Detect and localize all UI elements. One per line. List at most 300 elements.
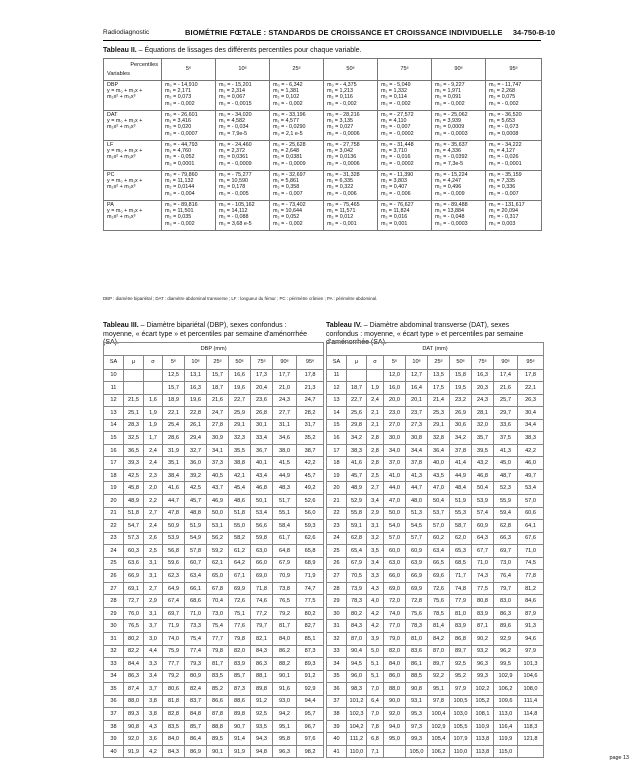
table-cell: 107,9 [450, 733, 472, 746]
table-cell: 59,2 [207, 545, 229, 558]
table2-footnote: DBP : diamètre bipariétal ; DAT : diamètre abdominal transverse ; LF : longueur du fémur ; PC : périmètre crânien ; PA : périmètre abdominal. [103, 296, 378, 301]
table2-coefficient-cell [270, 111, 324, 141]
coefficient-line: m₁ = 2,372 [219, 148, 245, 155]
table2-title-number: Tableau II. [103, 47, 137, 54]
table-cell: 95,1 [428, 683, 450, 696]
dbp-caption: DBP (mm) [104, 343, 324, 356]
table-cell: 106,2 [428, 745, 450, 758]
table-cell: 13,1 [185, 369, 207, 382]
table-cell: 67,6 [518, 532, 544, 545]
coefficient-line: m₂ = 0,0381 [273, 154, 303, 161]
table-cell: 88,8 [207, 720, 229, 733]
coefficient-line: m₁ = 1,381 [273, 88, 299, 95]
table-cell: 47,0 [384, 494, 406, 507]
table-cell: 73,8 [273, 582, 297, 595]
table2-body [104, 81, 542, 231]
coefficient-line: m₃ = - 0,0009 [273, 160, 306, 167]
table3-title-number: Tableau III. [103, 322, 139, 329]
table-cell: 17 [104, 457, 124, 470]
table-row [104, 695, 324, 708]
table-cell: 41,4 [450, 457, 472, 470]
coefficient-line: m₁ = 2,314 [219, 88, 245, 95]
table2-coefficient-cell [378, 111, 432, 141]
table-cell: 116,4 [494, 720, 518, 733]
table2-percentile-header: 5ᵉ [162, 59, 216, 81]
table-cell: 32,7 [185, 444, 207, 457]
table2-coefficient-cell [216, 201, 270, 231]
table-cell: 119,9 [494, 733, 518, 746]
table-cell: 69,9 [406, 582, 428, 595]
table-cell: 24,7 [297, 394, 324, 407]
table-cell: 82,2 [124, 645, 144, 658]
table-cell: 77,4 [185, 645, 207, 658]
table-cell: 67,9 [273, 557, 297, 570]
table2-percentile-header: 95ᵉ [486, 59, 542, 81]
table-cell: 10 [104, 369, 124, 382]
coefficient-line: m₁ = 4,577 [273, 118, 299, 125]
coefficient-line: m₀ = - 25,628 [273, 142, 306, 148]
table-cell: 32 [327, 632, 347, 645]
table-cell: 38,4 [163, 469, 185, 482]
table-cell: 62,0 [450, 532, 472, 545]
coefficient-line: m₀ = - 34,222 [489, 142, 522, 148]
coefficient-line: m₃ = - 0,0002 [381, 160, 414, 167]
table-cell: 46,8 [472, 469, 494, 482]
dat-column-header: 90ᵉ [494, 356, 518, 370]
table-cell: 79,0 [384, 632, 406, 645]
table-cell: 32,5 [124, 432, 144, 445]
table-cell: 48,9 [124, 494, 144, 507]
table-cell: 33,6 [494, 419, 518, 432]
coefficient-line: m₂ = 0,336 [489, 184, 516, 191]
table-cell: 90,1 [273, 670, 297, 683]
table-cell: 35,1 [163, 457, 185, 470]
table-cell: 13,5 [428, 369, 450, 382]
table-cell: 2,7 [367, 482, 384, 495]
table-row [104, 620, 324, 633]
table-cell: 84,3 [163, 745, 185, 758]
table-cell: 83,5 [163, 720, 185, 733]
table-cell: 51,3 [406, 507, 428, 520]
table-cell: 86,1 [406, 658, 428, 671]
coefficient-line: m₃ = - 0,002 [165, 220, 195, 227]
dat-column-header: 50ᵉ [450, 356, 472, 370]
table-cell: 82,4 [185, 683, 207, 696]
table-row [104, 607, 324, 620]
table2-coefficient-cell [216, 171, 270, 201]
table-row [104, 444, 324, 457]
table-cell: 110,9 [472, 720, 494, 733]
table-cell [124, 382, 144, 395]
table-cell: 114,8 [518, 708, 544, 721]
table-cell: 64,2 [229, 557, 251, 570]
table-row [104, 494, 324, 507]
variable-label-line: m₂x² + m₃x³ [107, 124, 136, 131]
variable-label-line: y = m₀ + m₁x + [107, 148, 143, 155]
table-cell: 50,1 [251, 494, 273, 507]
table-cell: 73,0 [494, 557, 518, 570]
table-cell: 84,0 [163, 733, 185, 746]
table-cell: 90,8 [124, 720, 144, 733]
table-cell: 59,3 [297, 520, 324, 533]
table-cell: 68,6 [185, 595, 207, 608]
coefficient-line: m₂ = 0,0136 [327, 154, 357, 161]
table-cell: 75,4 [207, 620, 229, 633]
table-cell: 93,0 [273, 695, 297, 708]
table-cell: 88,0 [384, 683, 406, 696]
table-cell: 72,7 [124, 595, 144, 608]
table-row [327, 432, 544, 445]
dat-column-header: SA [327, 356, 347, 370]
table-cell [518, 745, 544, 758]
table-cell: 4,4 [144, 645, 163, 658]
table-cell: 77,7 [207, 632, 229, 645]
table-cell: 23,7 [406, 407, 428, 420]
table2-coefficient-cell [270, 201, 324, 231]
table-cell: 31 [104, 632, 124, 645]
coefficient-line: m₃ = - 0,009 [435, 190, 465, 197]
table-row [327, 482, 544, 495]
table-row [104, 582, 324, 595]
table-cell: 18,9 [163, 394, 185, 407]
table-cell: 50,9 [163, 520, 185, 533]
table-cell: 74,0 [384, 607, 406, 620]
coefficient-line: m₂ = 0,067 [219, 94, 246, 101]
coefficient-line: m₂ = - 0,026 [489, 154, 519, 161]
dbp-column-header-row [104, 356, 324, 370]
table-cell: 79,3 [185, 658, 207, 671]
table-cell: 20,0 [384, 394, 406, 407]
table-row [327, 645, 544, 658]
table-cell: 21,6 [494, 382, 518, 395]
table-cell: 90,2 [472, 632, 494, 645]
variable-label-line: m₂x² + m₃x³ [107, 184, 136, 191]
table-cell: 3,0 [144, 632, 163, 645]
table-cell: 34,6 [273, 432, 297, 445]
table-cell: 89,8 [229, 708, 251, 721]
table-cell: 62,6 [297, 532, 324, 545]
table2-corner-cell [104, 59, 162, 81]
table-cell: 105,4 [428, 733, 450, 746]
table-cell: 30,1 [251, 419, 273, 432]
table-cell: 42,5 [185, 482, 207, 495]
coefficient-line: m₃ = - 0,001 [327, 220, 357, 227]
coefficient-line: m₀ = - 76,627 [381, 202, 414, 208]
table-cell: 11 [327, 369, 347, 382]
table-cell: 34 [104, 670, 124, 683]
table-cell: 14 [327, 407, 347, 420]
table-cell: 50,4 [428, 494, 450, 507]
table-cell: 75,4 [185, 632, 207, 645]
dat-column-header: μ [347, 356, 367, 370]
table-cell: 65,3 [450, 545, 472, 558]
table-cell: 71,9 [163, 620, 185, 633]
table-cell: 83,0 [494, 595, 518, 608]
table-row [327, 382, 544, 395]
table-cell: 22,8 [185, 407, 207, 420]
table-cell: 74,6 [251, 595, 273, 608]
table-row [327, 394, 544, 407]
variable-label-line: DAT [107, 112, 118, 118]
table-cell: 90,8 [406, 683, 428, 696]
table-cell: 84,3 [251, 645, 273, 658]
table-cell: 79,8 [229, 632, 251, 645]
table-cell: 86,3 [494, 607, 518, 620]
table-cell: 2,6 [144, 532, 163, 545]
table-cell: 2,8 [367, 432, 384, 445]
dat-column-header-row [327, 356, 544, 370]
table-cell: 66,0 [384, 570, 406, 583]
table-cell: 66,9 [406, 570, 428, 583]
dbp-caption-row [104, 343, 324, 356]
table-cell: 57,0 [428, 520, 450, 533]
coefficient-line: m₁ = 2,648 [273, 148, 299, 155]
table-cell: 97,6 [297, 733, 324, 746]
table-cell: 76,5 [124, 620, 144, 633]
coefficient-line: m₁ = 2,171 [165, 88, 191, 95]
table-cell: 69,1 [124, 582, 144, 595]
table-cell: 104,2 [347, 720, 367, 733]
table-row [104, 683, 324, 696]
table-cell: 48,0 [406, 494, 428, 507]
table-cell: 100,5 [450, 695, 472, 708]
table-row [327, 407, 544, 420]
coefficient-line: m₀ = - 75,277 [219, 172, 252, 178]
table-cell: 82,0 [384, 645, 406, 658]
table-cell: 81,8 [163, 695, 185, 708]
table-cell: 94,5 [347, 658, 367, 671]
table2-coefficient-cell [486, 111, 542, 141]
table-cell: 81,0 [406, 632, 428, 645]
coefficient-line: m₀ = - 32,697 [273, 172, 306, 178]
table-cell: 7,0 [367, 683, 384, 696]
table-cell: 2,9 [144, 595, 163, 608]
table-cell: 73,0 [207, 607, 229, 620]
table-cell: 39,5 [472, 444, 494, 457]
table-cell: 46,9 [207, 494, 229, 507]
table-cell: 31 [327, 620, 347, 633]
coefficient-line: m₁ = 5,861 [273, 178, 299, 185]
coefficient-line: m₃ = 7,9e-5 [219, 130, 248, 137]
table-cell: 95,7 [297, 708, 324, 721]
coefficient-line: m₁ = 4,760 [165, 148, 191, 155]
table-cell: 32 [104, 645, 124, 658]
table-cell: 75,6 [428, 595, 450, 608]
table-cell: 67,4 [163, 595, 185, 608]
table-cell: 69,9 [229, 582, 251, 595]
table-cell: 76,0 [124, 607, 144, 620]
table-cell: 108,0 [518, 683, 544, 696]
coefficient-line: m₃ = - 0,0009 [219, 160, 252, 167]
coefficient-line: m₂ = - 0,016 [381, 154, 411, 161]
table-cell: 27,3 [406, 419, 428, 432]
table-cell: 76,4 [494, 570, 518, 583]
table-cell: 43,5 [428, 469, 450, 482]
coefficient-line: m₁ = 4,247 [435, 178, 461, 185]
dbp-column-header: 5ᵉ [163, 356, 185, 370]
table-cell: 25,1 [124, 407, 144, 420]
coefficient-line: m₂ = - 0,048 [435, 214, 465, 221]
table-cell: 2,4 [144, 520, 163, 533]
table-cell: 4,2 [367, 607, 384, 620]
table-cell: 25 [104, 557, 124, 570]
coefficient-line: m₁ = 10,644 [273, 208, 302, 215]
table-cell: 23 [327, 520, 347, 533]
table-row [104, 394, 324, 407]
table-cell: 29,1 [428, 419, 450, 432]
variable-label-line: PA [107, 202, 114, 208]
table2-coefficient-cell [324, 81, 378, 111]
coefficient-line: m₁ = 3,803 [381, 178, 407, 185]
table-cell: 91,9 [124, 745, 144, 758]
table-cell: 53,7 [428, 507, 450, 520]
table-cell: 2,5 [367, 469, 384, 482]
table-cell: 60,7 [185, 557, 207, 570]
table-cell: 42,2 [297, 457, 324, 470]
table2-coefficient-cell [378, 201, 432, 231]
table-cell: 36,0 [185, 457, 207, 470]
table-cell: 29,1 [229, 419, 251, 432]
table-cell [144, 369, 163, 382]
table-cell: 3,7 [144, 683, 163, 696]
table-cell: 3,9 [367, 632, 384, 645]
table-cell: 26,1 [185, 419, 207, 432]
coefficient-line: m₀ = - 36,520 [489, 112, 522, 118]
coefficient-line: m₁ = 4,582 [219, 118, 245, 125]
table2-coefficient-cell [216, 81, 270, 111]
table-cell: 69,0 [384, 582, 406, 595]
coefficient-line: m₀ = - 15,224 [435, 172, 468, 178]
table-cell: 42,1 [229, 469, 251, 482]
table-cell: 62,1 [207, 557, 229, 570]
coefficient-line: m₂ = - 0,0392 [435, 154, 468, 161]
table-cell: 17 [327, 444, 347, 457]
table-cell: 60,2 [428, 532, 450, 545]
table-cell: 50,4 [472, 482, 494, 495]
table-cell: 44,9 [450, 469, 472, 482]
coefficient-line: m₁ = 4,110 [381, 118, 407, 125]
table-cell: 55,1 [273, 507, 297, 520]
table-cell: 6,8 [367, 733, 384, 746]
table-cell: 35 [327, 670, 347, 683]
variable-label-line: m₂x² + m₃x³ [107, 154, 136, 161]
table-cell: 40 [327, 733, 347, 746]
table-cell: 66,0 [251, 557, 273, 570]
table-cell: 26,3 [518, 394, 544, 407]
table2-variable-cell [104, 141, 162, 171]
table-cell: 68,9 [297, 557, 324, 570]
table-cell: 71,0 [518, 545, 544, 558]
table-cell: 4,2 [367, 620, 384, 633]
table-cell: 105,0 [406, 745, 428, 758]
table-cell: 4,2 [144, 745, 163, 758]
table-cell: 48,4 [450, 482, 472, 495]
coefficient-line: m₂ = 0,0361 [219, 154, 249, 161]
dbp-column-header: 75ᵉ [251, 356, 273, 370]
table-cell: 28 [104, 595, 124, 608]
table-cell: 30,4 [518, 407, 544, 420]
table-cell: 74,0 [163, 632, 185, 645]
table-cell: 36,4 [428, 444, 450, 457]
table-cell: 3,5 [367, 545, 384, 558]
table-cell: 2,0 [144, 482, 163, 495]
table2-percentile-header: 10ᵉ [216, 59, 270, 81]
dbp-column-header: SA [104, 356, 124, 370]
page-header [103, 28, 555, 40]
table-cell: 15 [327, 419, 347, 432]
table-cell: 53,9 [472, 494, 494, 507]
table-cell: 94,0 [384, 720, 406, 733]
table2-coefficient-cell [162, 111, 216, 141]
table-cell: 85,2 [207, 683, 229, 696]
table-cell [367, 369, 384, 382]
table-cell: 48,3 [273, 482, 297, 495]
coefficient-line: m₃ = - 0,002 [435, 100, 465, 107]
table-row [327, 620, 544, 633]
variable-label-line: LF [107, 142, 114, 148]
table-cell: 53,4 [518, 482, 544, 495]
header-title: BIOMÉTRIE FŒTALE : STANDARDS DE CROISSANCE ET CROISSANCE INDIVIDUELLE [185, 28, 503, 37]
coefficient-line: m₃ = - 0,002 [273, 100, 303, 107]
table-cell: 111,2 [347, 733, 367, 746]
coefficient-line: m₀ = - 14,910 [165, 82, 198, 88]
table-cell [144, 382, 163, 395]
table-cell: 31,1 [273, 419, 297, 432]
table-cell: 17,3 [251, 369, 273, 382]
table-cell: 21,0 [273, 382, 297, 395]
coefficient-line: m₁ = 3,939 [435, 118, 461, 125]
table-cell: 86,3 [124, 670, 144, 683]
table-cell: 92,5 [251, 708, 273, 721]
table-cell: 71,7 [450, 570, 472, 583]
table-cell: 16,4 [406, 382, 428, 395]
table-cell: 38,3 [518, 432, 544, 445]
table-cell: 2,4 [367, 394, 384, 407]
coefficient-line: m₂ = - 0,034 [219, 124, 249, 131]
table-cell: 64,9 [163, 582, 185, 595]
table-row [104, 507, 324, 520]
table-cell: 30,6 [450, 419, 472, 432]
table-cell: 58,2 [229, 532, 251, 545]
table-cell: 24 [327, 532, 347, 545]
table-cell: 50,0 [384, 507, 406, 520]
coefficient-line: m₀ = - 31,448 [381, 142, 414, 148]
coefficient-line: m₂ = 0,016 [381, 214, 408, 221]
dbp-column-header: σ [144, 356, 163, 370]
coefficient-line: m₃ = - 0,002 [381, 100, 411, 107]
table-cell: 37,3 [207, 457, 229, 470]
table-cell: 29 [327, 595, 347, 608]
table-cell: 19,6 [229, 382, 251, 395]
table-cell: 3,3 [144, 658, 163, 671]
table-cell: 17,8 [518, 369, 544, 382]
table-cell: 3,4 [367, 494, 384, 507]
table-cell: 29,4 [185, 432, 207, 445]
table-cell: 41,3 [494, 444, 518, 457]
coefficient-line: m₃ = - 0,007 [273, 190, 303, 197]
table-cell: 77,7 [163, 658, 185, 671]
table-cell: 86,9 [185, 745, 207, 758]
header-rule [103, 40, 541, 41]
table-cell: 81,0 [450, 607, 472, 620]
table-cell: 32,8 [428, 432, 450, 445]
table-cell: 54,5 [406, 520, 428, 533]
table2-coefficient-cell [324, 201, 378, 231]
table-cell: 16 [104, 444, 124, 457]
table-cell: 85,7 [185, 720, 207, 733]
smoothing-equations-table [103, 58, 542, 231]
table-cell: 64,8 [273, 545, 297, 558]
